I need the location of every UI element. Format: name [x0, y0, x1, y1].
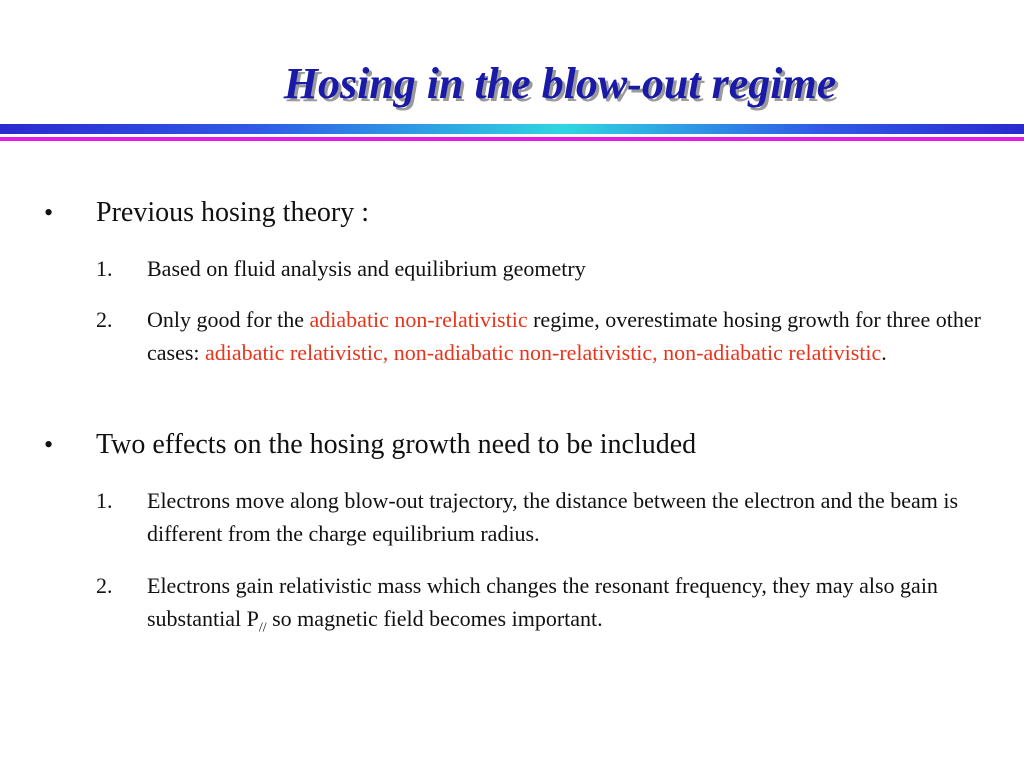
- text-segment: Only good for the: [147, 307, 310, 332]
- highlight-other-cases: adiabatic relativistic, non-adiabatic non-relativistic, non-adiabatic relativistic: [205, 340, 882, 365]
- item-adiabatic-regime: [147, 303, 987, 369]
- bullet-two-effects: Two effects on the hosing growth need to be included: [96, 429, 697, 460]
- momentum-subscript: //: [258, 620, 267, 636]
- bullet-marker: •: [44, 430, 54, 459]
- highlight-adiabatic-non-relativistic: adiabatic non-relativistic: [309, 307, 528, 332]
- item-number: 1.: [96, 488, 113, 513]
- item-number: 1.: [96, 256, 113, 281]
- item-relativistic-mass: [147, 569, 987, 644]
- item-number: 2.: [96, 307, 113, 332]
- title-rule-magenta: [0, 137, 1024, 141]
- text-segment: .: [881, 340, 887, 365]
- text-segment: Electrons gain relativistic mass which changes the resonant frequency, they may also gain substantial P: [147, 573, 938, 631]
- bullet-marker: •: [44, 198, 54, 227]
- slide-title: Hosing in the blow-out regime: [283, 59, 837, 108]
- bullet-previous-theory: Previous hosing theory :: [96, 197, 369, 228]
- item-number: 2.: [96, 573, 113, 598]
- text-segment: so magnetic field becomes important.: [266, 606, 603, 631]
- item-blow-out-trajectory: Electrons move along blow-out trajectory, the distance between the electron and the beam is different from the charge equilibrium radius.: [147, 488, 959, 546]
- text-segment: regime, overestimate hosing growth for three other cases:: [147, 307, 981, 365]
- title-rule-gradient: [0, 124, 1024, 134]
- item-fluid-analysis: Based on fluid analysis and equilibrium geometry: [147, 256, 586, 281]
